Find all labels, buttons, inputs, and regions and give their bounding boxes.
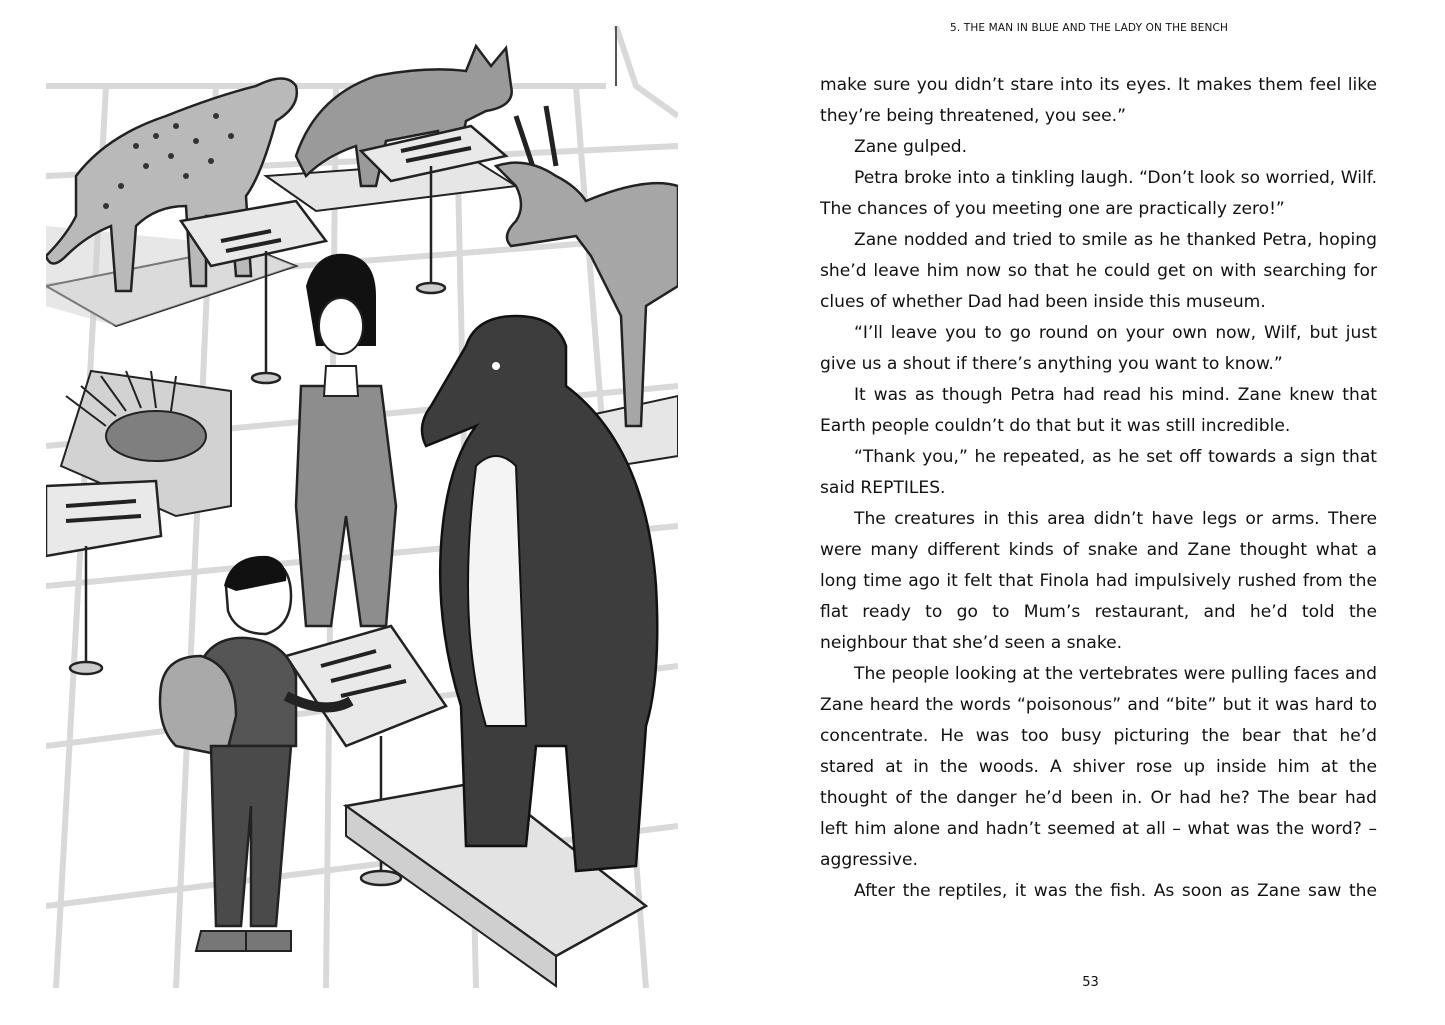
paragraph: make sure you didn’t stare into its eyes. It makes them feel like they’re being threatened, you see.” <box>820 75 1377 126</box>
body-text <box>820 70 1377 907</box>
paragraph: Petra broke into a tinkling laugh. “Don’t look so worried, Wilf. The chances of you meeting one are practically zero!” <box>820 168 1377 219</box>
page-number: 53 <box>1082 975 1099 990</box>
paragraph: The people looking at the vertebrates were pulling faces and Zane heard the words “poisonous” and “bite” but it was hard to concentrate. He was too busy picturing the bear that he’d stared at in the woods. A shiver rose up inside him at the thought of the danger he’d been in. Or had he? The bear had left him alone and hadn’t seemed at all – what was the word? – aggressive. <box>820 664 1377 870</box>
paragraph: “Thank you,” he repeated, as he set off towards a sign that said REPTILES. <box>820 447 1377 498</box>
paragraph: Zane gulped. <box>854 137 968 157</box>
running-head: 5. THE MAN IN BLUE AND THE LADY ON THE BENCH <box>950 22 1229 34</box>
right-page <box>722 0 1445 1025</box>
paragraph: The creatures in this area didn’t have legs or arms. There were many different kinds of snake and Zane thought what a long time ago it felt that Finola had impulsively rushed from the flat ready to go to Mum’s restaurant, and he’d told the neighbour that she’d seen a snake. <box>820 509 1377 653</box>
paragraph: After the reptiles, it was the fish. As soon as Zane saw the <box>854 881 1377 901</box>
paragraph: It was as though Petra had read his mind. Zane knew that Earth people couldn’t do that but it was still incredible. <box>820 385 1377 436</box>
left-page <box>0 0 722 1025</box>
museum-illustration <box>46 26 678 988</box>
paragraph: “I’ll leave you to go round on your own now, Wilf, but just give us a shout if there’s anything you want to know.” <box>820 323 1377 374</box>
paragraph: Zane nodded and tried to smile as he thanked Petra, hoping she’d leave him now so that he could get on with searching for clues of whether Dad had been inside this museum. <box>820 230 1377 312</box>
